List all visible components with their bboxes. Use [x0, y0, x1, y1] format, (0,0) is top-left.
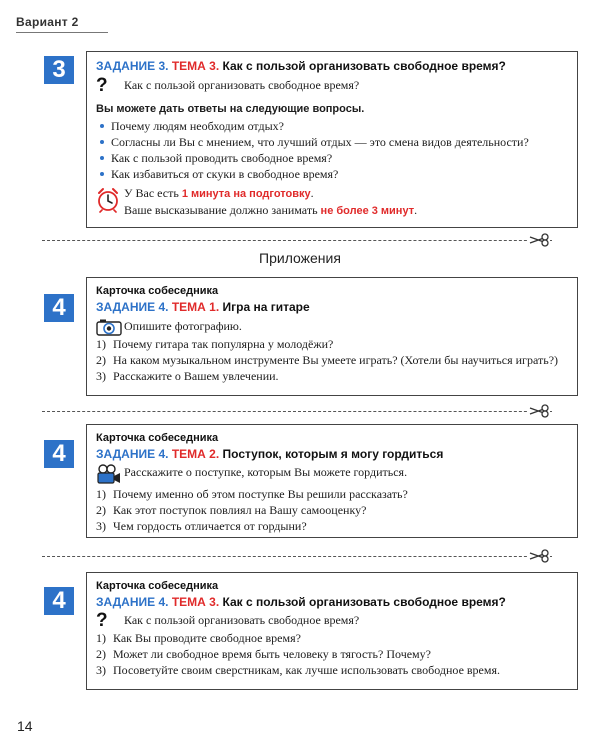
scissors-icon [528, 404, 550, 418]
card2-kicker: Карточка собеседника [96, 432, 219, 444]
task3-label-task: ЗАДАНИЕ 3. [96, 59, 169, 73]
list-item: 2) Как этот поступок повлиял на Вашу самооценку? [96, 503, 367, 517]
card1-kicker: Карточка собеседника [96, 285, 219, 297]
card2 [86, 424, 578, 538]
header-rule [16, 32, 108, 33]
card1 [86, 277, 578, 396]
list-item: 1) Как Вы проводите свободное время? [96, 631, 301, 645]
list-item: 3) Чем гордость отличается от гордыни? [96, 519, 307, 533]
list-item: Как избавиться от скуки в свободное время? [96, 166, 568, 182]
list-item: 1) Почему именно об этом поступке Вы решили рассказать? [96, 487, 408, 501]
list-item: Как с пользой проводить свободное время? [96, 150, 568, 166]
scissors-icon [528, 233, 550, 247]
variant-label: Вариант 2 [16, 15, 79, 29]
list-item: Согласны ли Вы с мнением, что лучший отдых — это смена видов деятельности? [96, 134, 568, 150]
cut-line [42, 411, 552, 412]
task3-question: Как с пользой организовать свободное время? [124, 78, 360, 92]
question-mark-icon: ? [96, 75, 108, 96]
task3-title [96, 58, 568, 74]
task3-card [86, 51, 578, 228]
cut-line [42, 556, 552, 557]
scissors-icon [528, 549, 550, 563]
task3-badge: 3 [44, 56, 74, 84]
task3-title-text: Как с пользой организовать свободное время? [222, 59, 506, 73]
card3-badge: 4 [44, 587, 74, 615]
task3-prep-note: У Вас есть 1 минута на подготовку. [124, 186, 314, 200]
cut-line [42, 240, 552, 241]
card2-question-list [96, 486, 568, 534]
task3-bullet-list [96, 118, 568, 182]
task3-prompt: Вы можете дать ответы на следующие вопросы. [96, 103, 365, 115]
card3 [86, 572, 578, 690]
card1-badge: 4 [44, 294, 74, 322]
list-item: 2) Может ли свободное время быть человеку в тягость? Почему? [96, 647, 431, 661]
card1-title: ЗАДАНИЕ 4. ТЕМА 1. Игра на гитаре [96, 300, 310, 314]
card2-instruction: Расскажите о поступке, которым Вы можете гордиться. [124, 465, 408, 479]
page-number: 14 [17, 718, 33, 734]
appendix-title: Приложения [259, 250, 341, 266]
question-mark-icon: ? [96, 610, 108, 631]
card3-title: ЗАДАНИЕ 4. ТЕМА 3. Как с пользой организовать свободное время? [96, 595, 506, 609]
task3-speech-note: Ваше высказывание должно занимать не более 3 минут. [124, 203, 418, 217]
card3-question-list [96, 630, 568, 678]
video-camera-icon [96, 464, 122, 486]
alarm-clock-icon [96, 187, 120, 213]
task3-label-topic: ТЕМА 3. [171, 59, 220, 73]
list-item: 2) На каком музыкальном инструменте Вы умеете играть? (Хотели бы научиться играть?) [96, 353, 559, 367]
list-item: 3) Посоветуйте своим сверстникам, как лучше использовать свободное время. [96, 663, 500, 677]
card3-instruction: Как с пользой организовать свободное время? [124, 613, 360, 627]
card1-instruction: Опишите фотографию. [124, 319, 242, 333]
list-item: Почему людям необходим отдых? [96, 118, 568, 134]
list-item: 3) Расскажите о Вашем увлечении. [96, 369, 279, 383]
camera-icon [96, 318, 122, 336]
card1-question-list [96, 336, 568, 384]
card2-badge: 4 [44, 440, 74, 468]
card3-kicker: Карточка собеседника [96, 580, 219, 592]
list-item: 1) Почему гитара так популярна у молодёжи? [96, 337, 334, 351]
card2-title: ЗАДАНИЕ 4. ТЕМА 2. Поступок, которым я могу гордиться [96, 447, 444, 461]
